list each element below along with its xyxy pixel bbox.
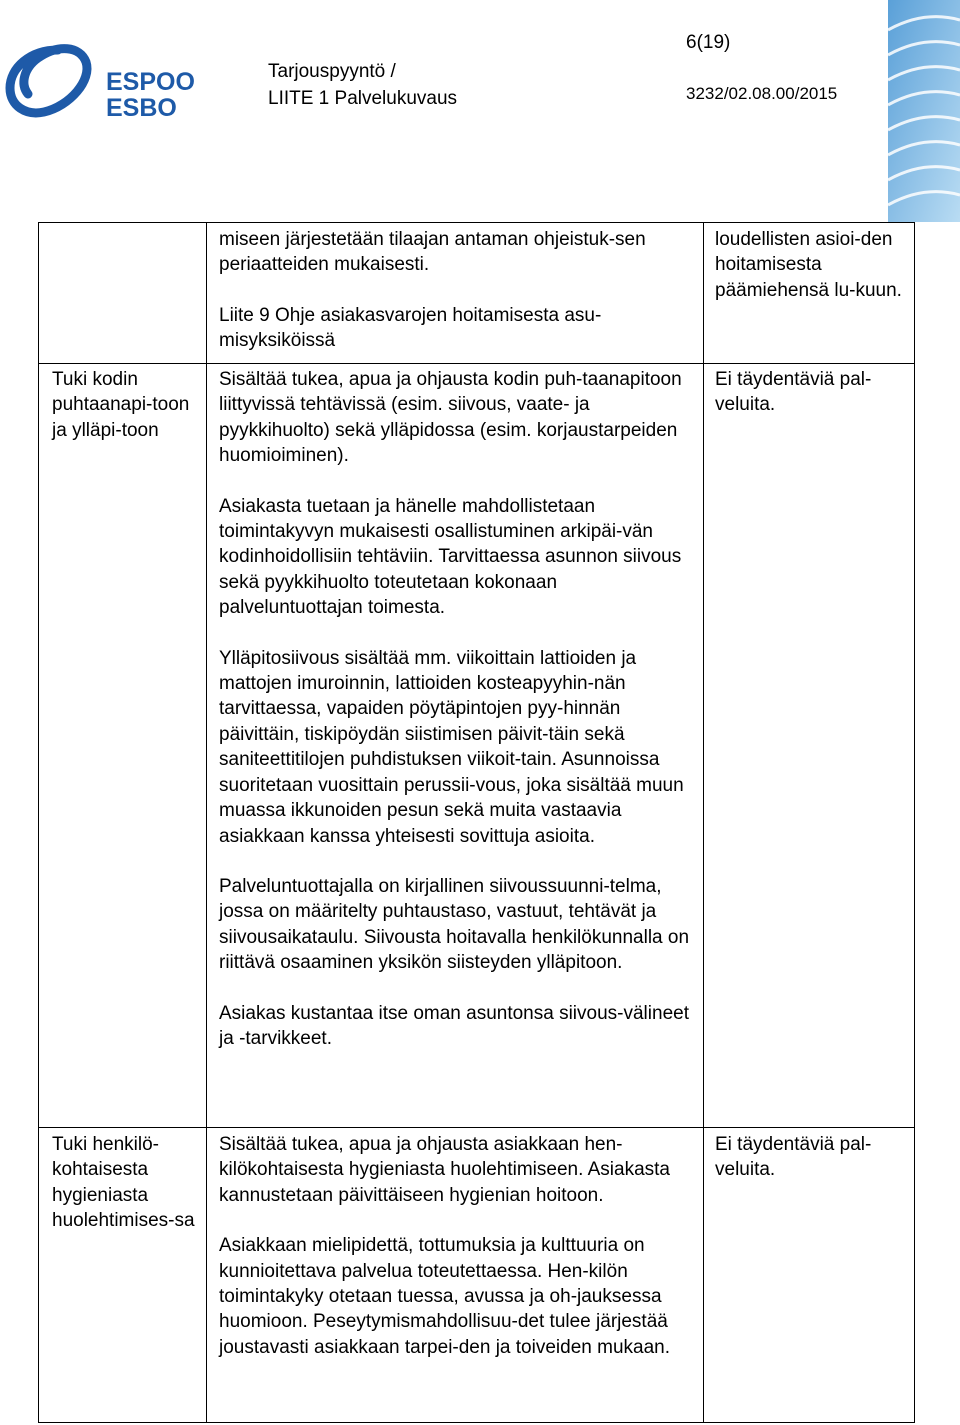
supplementary-note-cell: loudellisten asioi-den hoitamisesta päämiehensä lu-kuun.	[715, 229, 902, 301]
table-column-divider-1	[206, 222, 207, 1423]
header-title-line1: Tarjouspyyntö /	[268, 61, 396, 82]
service-description-cell	[219, 1132, 704, 1360]
description-paragraph: Asiakkaan mielipidettä, tottumuksia ja kulttuuria on kunnioitettava palvelua toteutettaessa. Hen-kilön toimintakyky otetaan tuessa, avussa ja oh-jauksessa huomioon. Peseytymismahdollisuu-det tulee järjestää joustavasti asiakkaan tarpei-den ja toiveiden mukaan.	[219, 1235, 670, 1358]
espoo-esbo-logo	[0, 28, 200, 128]
description-paragraph: miseen järjestetään tilaajan antaman ohjeistuk-sen periaatteiden mukaisesti.	[219, 229, 646, 276]
service-name-cell: Tuki kodin puhtaanapi-toon ja ylläpi-toon	[52, 369, 190, 441]
table-border-left	[38, 222, 39, 1423]
description-paragraph: Liite 9 Ohje asiakasvarojen hoitamisesta asu-misyksiköissä	[219, 304, 602, 352]
document-header	[268, 58, 457, 112]
table-border-top	[38, 222, 915, 223]
table-row-divider-1	[38, 363, 915, 364]
description-paragraph: Sisältää tukea, apua ja ohjausta asiakkaan hen-kilökohtaisesta hygieniasta huolehtimiseen. Asiakasta kannustetaan päivittäiseen hygienian hoitoon.	[219, 1134, 670, 1206]
description-paragraph: Sisältää tukea, apua ja ohjausta kodin puh-taanapitoon liittyvissä tehtävissä (esim. siivous, vaate- ja pyykkihuolto) sekä ylläpidossa (esim. korjaustarpeiden huomioiminen).	[219, 369, 682, 467]
service-description-cell	[219, 227, 704, 354]
document-number: 3232/02.08.00/2015	[686, 84, 838, 103]
service-name-cell: Tuki henkilö-kohtaisesta hygieniasta huolehtimises-sa	[52, 1134, 195, 1232]
description-paragraph: Palveluntuottajalla on kirjallinen siivoussuunni-telma, jossa on määritelty puhtaustaso, vastuut, tehtävät ja siivousaikataulu. Siivousta hoitavalla henkilökunnalla on riittävä osaaminen yksikön siisteyden ylläpitoon.	[219, 875, 690, 974]
description-paragraph: Ylläpitosiivous sisältää mm. viikoittain lattioiden ja mattojen imuroinnin, lattioiden kosteapyyhin-nän tarvittaessa, vapaiden pöytäpintojen pyy-hinnän päivittäin, tiskipöydän siistimisen päivit-täin sekä saniteettitilojen puhdistuksen viikoit-tain. Asunnoissa suoritetaan vuosittain perussii-vous, joka sisältää muun muassa ikkunoiden pesun sekä muita vastaavia asiakkaan kanssa yhteisesti sovittuja asioita.	[219, 647, 684, 847]
description-paragraph: Asiakas kustantaa itse oman asuntonsa siivous-välineet ja -tarvikkeet.	[219, 1002, 689, 1049]
supplementary-note-cell: Ei täydentäviä pal-veluita.	[715, 369, 872, 416]
page-number: 6(19)	[686, 32, 731, 53]
decorative-corner-graphic	[888, 0, 960, 222]
supplementary-note-cell: Ei täydentäviä pal-veluita.	[715, 1134, 872, 1181]
table-row-divider-2	[38, 1127, 915, 1128]
table-border-bottom	[38, 1422, 915, 1423]
logo-text-espoo: ESPOO	[106, 68, 195, 96]
service-description-cell	[219, 367, 704, 1051]
description-paragraph: Asiakasta tuetaan ja hänelle mahdollistetaan toimintakyvyn mukaisesti osallistuminen arkipäi-vän kodinhoidollisiin tehtäviin. Tarvittaessa asunnon siivous sekä pyykkihuolto toteutetaan kokonaan palveluntuottajan toimesta.	[219, 495, 682, 619]
header-title-line2: LIITE 1 Palvelukuvaus	[268, 88, 458, 109]
logo-text-esbo: ESBO	[106, 94, 177, 122]
